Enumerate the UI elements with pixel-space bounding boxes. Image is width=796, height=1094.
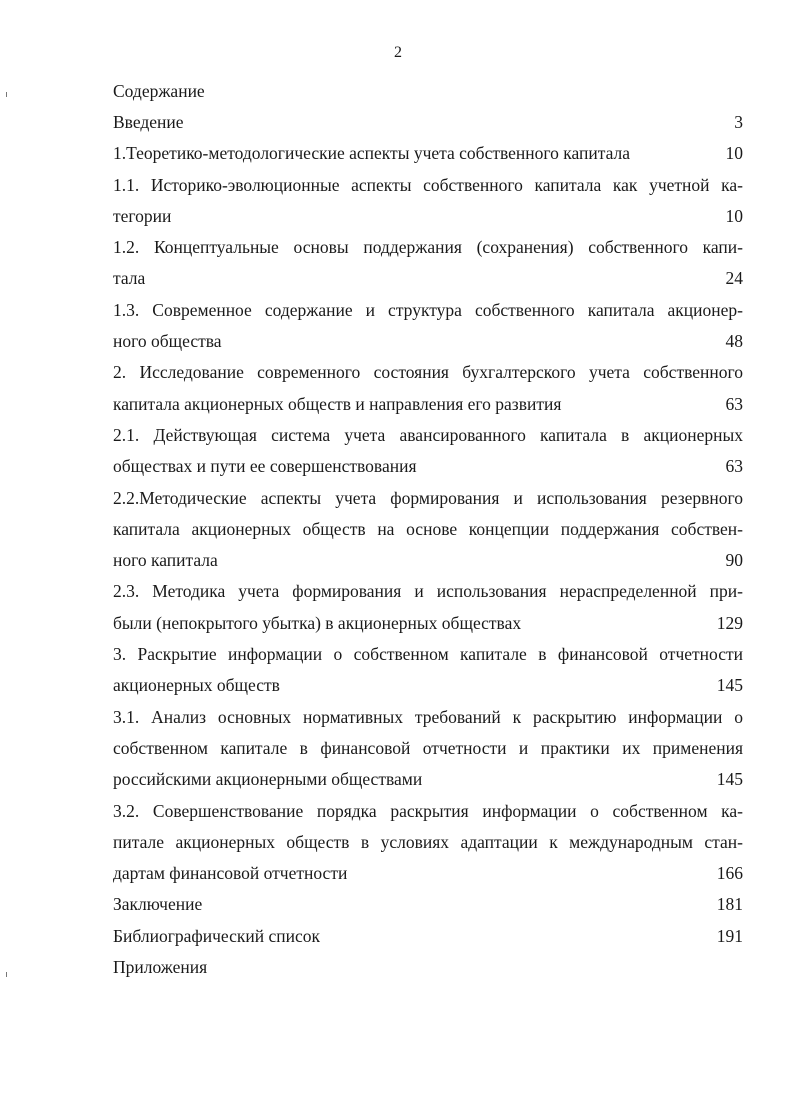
toc-page-number: 191 [716,925,743,946]
toc-entry [113,107,743,138]
table-of-contents [113,76,743,983]
scan-mark [6,972,7,977]
toc-entry-line: 2.1. Действующая система учета авансированного капитала в акционерных [113,424,743,445]
toc-entries [113,107,743,983]
toc-entry [113,576,743,639]
toc-page-number: 48 [725,331,743,352]
toc-page-number: 10 [725,205,743,226]
scan-mark [6,92,7,97]
toc-entry [113,639,743,702]
toc-entry-line: питале акционерных обществ в условиях адаптации к международным стан- [113,831,743,852]
toc-page-number: 63 [725,393,743,414]
toc-entry [113,232,743,295]
toc-entry-line: Библиографический список 191 [113,921,743,952]
toc-entry [113,483,743,577]
toc-entry-line: ного общества 48 [113,326,743,357]
toc-page-number: 145 [716,675,743,696]
toc-entry [113,357,743,420]
toc-page-number: 181 [716,894,743,915]
toc-page-number: 3 [734,112,743,132]
toc-entry [113,921,743,952]
toc-entry-line: 1.3. Современное содержание и структура собственного капитала акционер- [113,299,743,320]
toc-entry-line: Введение 3 [113,107,743,138]
toc-entry [113,702,743,796]
toc-entry-line: были (непокрытого убытка) в акционерных обществах 129 [113,608,743,639]
toc-entry-line: акционерных обществ 145 [113,670,743,701]
toc-entry-line: 2. Исследование современного состояния бухгалтерского учета собственного [113,362,743,383]
toc-heading: Содержание [113,81,205,101]
toc-entry-line: дартам финансовой отчетности 166 [113,858,743,889]
toc-entry-line: тала 24 [113,263,743,294]
toc-entry-line: собственном капитале в финансовой отчетности и практики их применения [113,737,743,758]
toc-entry-line: 2.2.Методические аспекты учета формирования и использования резервного [113,487,743,508]
toc-entry [113,796,743,890]
toc-entry-line: капитала акционерных обществ на основе концепции поддержания собствен- [113,518,743,539]
toc-page-number: 10 [725,143,743,164]
toc-entry-line: 3. Раскрытие информации о собственном капитале в финансовой отчетности [113,644,743,665]
toc-entry [113,295,743,358]
toc-entry-line: 1.1. Историко-эволюционные аспекты собственного капитала как учетной ка- [113,174,743,195]
toc-page-number: 24 [725,268,743,289]
toc-entry [113,138,743,169]
toc-page-number: 63 [725,456,743,477]
toc-entry [113,952,743,983]
toc-entry-line: тегории 10 [113,201,743,232]
toc-entry [113,889,743,920]
toc-page-number: 145 [716,769,743,790]
toc-entry-line: Приложения [113,957,208,978]
toc-page-number: 166 [716,863,743,884]
toc-entry-line: обществах и пути ее совершенствования 63 [113,451,743,482]
toc-entry-line: российскими акционерными обществами 145 [113,764,743,795]
toc-entry-line: капитала акционерных обществ и направления его развития 63 [113,389,743,420]
toc-entry [113,170,743,233]
toc-page-number: 129 [716,612,743,633]
toc-entry-line: 2.3. Методика учета формирования и использования нераспределенной при- [113,581,743,602]
page-number: 2 [394,44,402,61]
toc-entry-line: 1.2. Концептуальные основы поддержания (сохранения) собственного капи- [113,237,743,258]
toc-entry-line: 3.1. Анализ основных нормативных требований к раскрытию информации о [113,706,743,727]
toc-entry-line: 1.Теоретико-методологические аспекты учета собственного капитала 10 [113,138,743,169]
toc-entry [113,420,743,483]
toc-entry-line: Заключение 181 [113,889,743,920]
toc-entry-line: ного капитала 90 [113,545,743,576]
toc-entry-line: 3.2. Совершенствование порядка раскрытия информации о собственном ка- [113,800,743,821]
toc-page-number: 90 [725,550,743,571]
